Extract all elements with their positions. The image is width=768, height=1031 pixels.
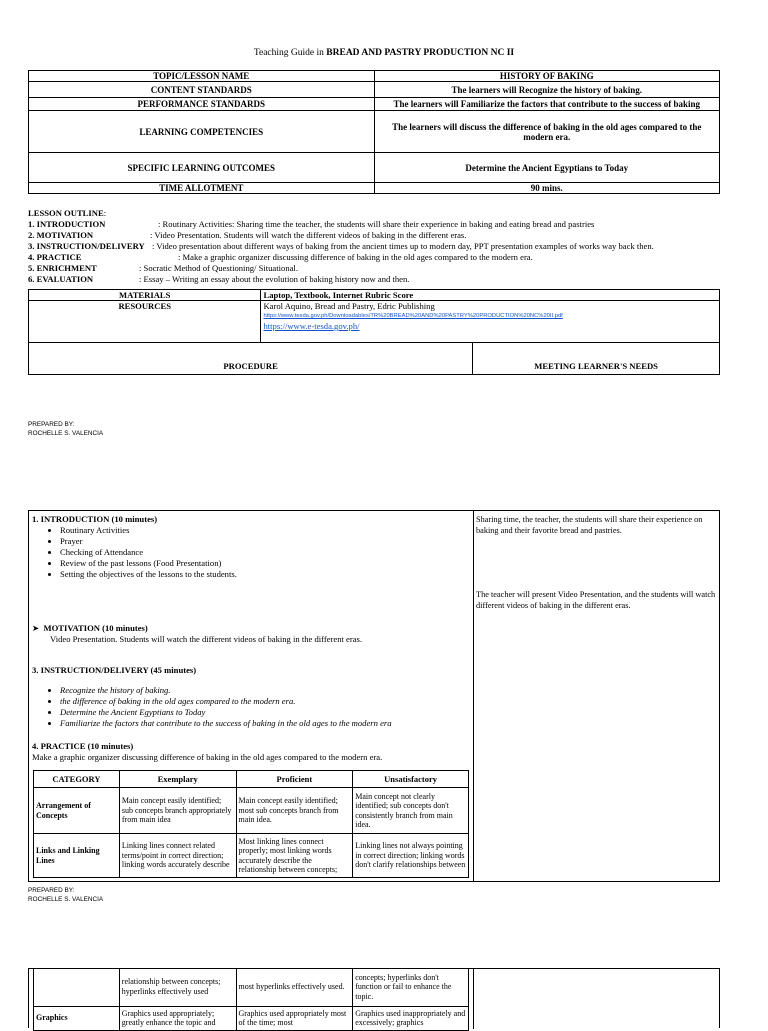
info-value: 90 mins. bbox=[374, 183, 719, 194]
list-item: • Routinary Activities bbox=[60, 525, 470, 536]
procedure-left bbox=[32, 514, 470, 580]
prepared-name: ROCHELLE S. VALENCIA bbox=[28, 896, 104, 903]
side-note-1: Sharing time, the teacher, the students will share their experience on baking and their favorite bread and pastries. bbox=[476, 515, 703, 535]
title-prefix: Teaching Guide in bbox=[253, 48, 327, 58]
practice-section bbox=[32, 741, 470, 763]
rubric-category: Graphics bbox=[34, 1006, 120, 1030]
table-row bbox=[29, 111, 720, 153]
outline-key: 4. PRACTICE bbox=[28, 252, 82, 262]
table-row bbox=[29, 82, 720, 98]
prepared-name: ROCHELLE S. VALENCIA bbox=[28, 430, 104, 437]
instruction-list bbox=[32, 685, 470, 729]
table-row bbox=[29, 290, 720, 301]
instruction-section bbox=[32, 665, 470, 729]
outline-item bbox=[28, 241, 654, 252]
side-note-2: The teacher will present Video Presentation, and the students will watch different videos of baking in the different eras. bbox=[476, 590, 716, 610]
column-divider bbox=[473, 511, 474, 881]
materials-value: Laptop, Textbook, Internet Rubric Score bbox=[261, 290, 720, 301]
arrow-bullet-icon: ➤ bbox=[32, 623, 40, 633]
table-row bbox=[29, 98, 720, 111]
list-item: • Review of the past lessons (Food Presentation) bbox=[60, 558, 470, 569]
list-item: • Setting the objectives of the lessons to the students. bbox=[60, 569, 470, 580]
table-row bbox=[29, 301, 720, 343]
rubric-header: CATEGORY bbox=[34, 771, 120, 788]
tesda-download-link[interactable]: https://www.tesda.gov.ph/Downloadables/TR%20BREAD%20AND%20PASTRY%20PRODUCTION%20NC%20II.pdf bbox=[263, 313, 563, 319]
table-row bbox=[34, 834, 469, 878]
table-row bbox=[34, 788, 469, 834]
outline-item bbox=[28, 274, 654, 285]
list-item: • Determine the Ancient Egyptians to Today bbox=[60, 707, 470, 718]
lesson-outline: LESSON OUTLINE: 1. INTRODUCTION : Routinary Activities: Sharing time the teacher, the students will share their experience in baking and eating bread and pastries 2. MOTIVATION : Video Presentation. Students will watch the different videos of baking in the different eras. 3. INSTRUCTION/DELIVERY : Video presentation about different ways of baking from the ancient times up to modern day, PPT presentation examples of works way back then. 4. PRACTICE : Make a graphic organizer discussing difference of baking in the old ages compared to the modern era. 5. ENRICHMENT : Socratic Method of Questioning/ Situational. 6. EVALUATION : Essay – Writing an essay about the evolution of baking history now and then. bbox=[28, 208, 654, 284]
rubric-header: Exemplary bbox=[119, 771, 236, 788]
info-label: TIME ALLOTMENT bbox=[29, 183, 375, 194]
info-label: LEARNING COMPETENCIES bbox=[29, 111, 375, 153]
info-table bbox=[28, 70, 720, 194]
motivation-section bbox=[32, 623, 470, 645]
document-title bbox=[0, 48, 768, 58]
outline-key: 1. INTRODUCTION bbox=[28, 219, 106, 229]
info-value: The learners will Familiarize the factors that contribute to the success of baking bbox=[374, 98, 719, 111]
rubric-category bbox=[34, 968, 120, 1006]
list-item: • Familiarize the factors that contribute to the success of baking in the old ages to the modern era bbox=[60, 718, 470, 729]
rubric-header: Proficient bbox=[236, 771, 353, 788]
resources-text: Karol Aquino, Bread and Pastry, Edric Publishing bbox=[263, 301, 435, 311]
rubric-continued-table bbox=[33, 968, 469, 1031]
practice-heading: 4. PRACTICE (10 minutes) bbox=[32, 741, 134, 751]
outline-text: : Routinary Activities: Sharing time the teacher, the students will share their experience in baking and eating bread and pastries bbox=[158, 219, 595, 229]
rubric-cell: Linking lines connect related terms/point in correct direction; linking words accurately describe bbox=[119, 834, 236, 878]
procedure-box bbox=[28, 510, 720, 882]
outline-key: 6. EVALUATION bbox=[28, 274, 94, 284]
info-value: HISTORY OF BAKING bbox=[374, 71, 719, 82]
rubric-category: Arrangement of Concepts bbox=[34, 788, 120, 834]
table-row bbox=[29, 153, 720, 183]
rubric-cell: concepts; hyperlinks don't function or fail to enhance the topic. bbox=[353, 968, 469, 1006]
rubric-category: Links and Linking Lines bbox=[34, 834, 120, 878]
materials-table bbox=[28, 289, 720, 375]
table-row bbox=[34, 968, 469, 1006]
list-item: • Recognize the history of baking. bbox=[60, 685, 470, 696]
prepared-label: PREPARED BY: bbox=[28, 421, 75, 428]
prepared-by-block bbox=[28, 886, 103, 904]
list-item: • Checking of Attendance bbox=[60, 547, 470, 558]
outline-text: : Essay – Writing an essay about the evolution of baking history now and then. bbox=[139, 274, 410, 284]
table-row bbox=[34, 771, 469, 788]
rubric-cell: relationship between concepts; hyperlinks effectively used bbox=[119, 968, 236, 1006]
intro-list bbox=[32, 525, 470, 580]
outline-text: : Socratic Method of Questioning/ Situational. bbox=[139, 263, 298, 273]
procedure-label: PROCEDURE bbox=[29, 343, 473, 375]
outline-text: : Make a graphic organizer discussing difference of baking in the old ages compared to the modern era. bbox=[178, 252, 533, 262]
prepared-by-block bbox=[28, 420, 103, 438]
prepared-label: PREPARED BY: bbox=[28, 887, 75, 894]
instruction-heading: 3. INSTRUCTION/DELIVERY (45 minutes) bbox=[32, 665, 197, 675]
table-row bbox=[29, 183, 720, 194]
materials-label: MATERIALS bbox=[29, 290, 261, 301]
rubric-cell: Most linking lines connect properly; most linking words accurately describe the relationship between concepts; bbox=[236, 834, 353, 878]
motivation-heading: MOTIVATION (10 minutes) bbox=[43, 623, 148, 633]
table-row bbox=[29, 71, 720, 82]
outline-text: : Video Presentation. Students will watch the different videos of baking in the different eras. bbox=[150, 230, 467, 240]
e-tesda-link[interactable]: https://www.e-tesda.gov.ph/ bbox=[263, 321, 360, 331]
info-value: Determine the Ancient Egyptians to Today bbox=[374, 153, 719, 183]
learners-needs-label: MEETING LEARNER'S NEEDS bbox=[473, 343, 720, 375]
list-item: • Prayer bbox=[60, 536, 470, 547]
rubric-cell: Graphics used inappropriately and excessively; graphics bbox=[353, 1006, 469, 1030]
outline-item bbox=[28, 252, 654, 263]
rubric-cell: Graphics used appropriately most of the time; most bbox=[236, 1006, 353, 1030]
outline-item bbox=[28, 230, 654, 241]
rubric-cell: Graphics used appropriately; greatly enhance the topic and bbox=[119, 1006, 236, 1030]
outline-item bbox=[28, 219, 654, 230]
resources-label: RESOURCES bbox=[29, 301, 261, 343]
rubric-cell: Main concept easily identified; sub concepts branch appropriately from main idea bbox=[119, 788, 236, 834]
rubric-cell: most hyperlinks effectively used. bbox=[236, 968, 353, 1006]
info-value: The learners will Recognize the history of baking. bbox=[374, 82, 719, 98]
rubric-table bbox=[33, 770, 469, 878]
outline-text: : Video presentation about different ways of baking from the ancient times up to modern day, PPT presentation examples of works way back then. bbox=[152, 241, 654, 251]
outline-heading: LESSON OUTLINE bbox=[28, 208, 104, 218]
practice-text: Make a graphic organizer discussing difference of baking in the old ages compared to the modern era. bbox=[32, 752, 383, 762]
outline-key: 3. INSTRUCTION/DELIVERY bbox=[28, 241, 145, 251]
motivation-text: Video Presentation. Students will watch the different videos of baking in the different eras. bbox=[50, 634, 363, 644]
continuation-box bbox=[28, 968, 720, 1028]
info-value: The learners will discuss the difference of baking in the old ages compared to the modern era. bbox=[374, 111, 719, 153]
list-item: • the difference of baking in the old ages compared to the modern era. bbox=[60, 696, 470, 707]
rubric-cell: Main concept not clearly identified; sub concepts don't consistently branch from main idea. bbox=[353, 788, 469, 834]
outline-key: 2. MOTIVATION bbox=[28, 230, 94, 240]
outline-key: 5. ENRICHMENT bbox=[28, 263, 97, 273]
info-label: SPECIFIC LEARNING OUTCOMES bbox=[29, 153, 375, 183]
rubric-cell: Main concept easily identified; most sub concepts branch from main idea. bbox=[236, 788, 353, 834]
intro-heading: 1. INTRODUCTION (10 minutes) bbox=[32, 514, 158, 524]
rubric-cell: Linking lines not always pointing in correct direction; linking words don't clarify relationships between bbox=[353, 834, 469, 878]
info-label: TOPIC/LESSON NAME bbox=[29, 71, 375, 82]
info-label: PERFORMANCE STANDARDS bbox=[29, 98, 375, 111]
table-row bbox=[29, 343, 720, 375]
info-label: CONTENT STANDARDS bbox=[29, 82, 375, 98]
resources-cell bbox=[261, 301, 720, 343]
outline-item bbox=[28, 263, 654, 274]
table-row bbox=[34, 1006, 469, 1030]
column-divider bbox=[473, 969, 474, 1029]
rubric-header: Unsatisfactory bbox=[353, 771, 469, 788]
title-course: BREAD AND PASTRY PRODUCTION NC II bbox=[326, 48, 515, 58]
